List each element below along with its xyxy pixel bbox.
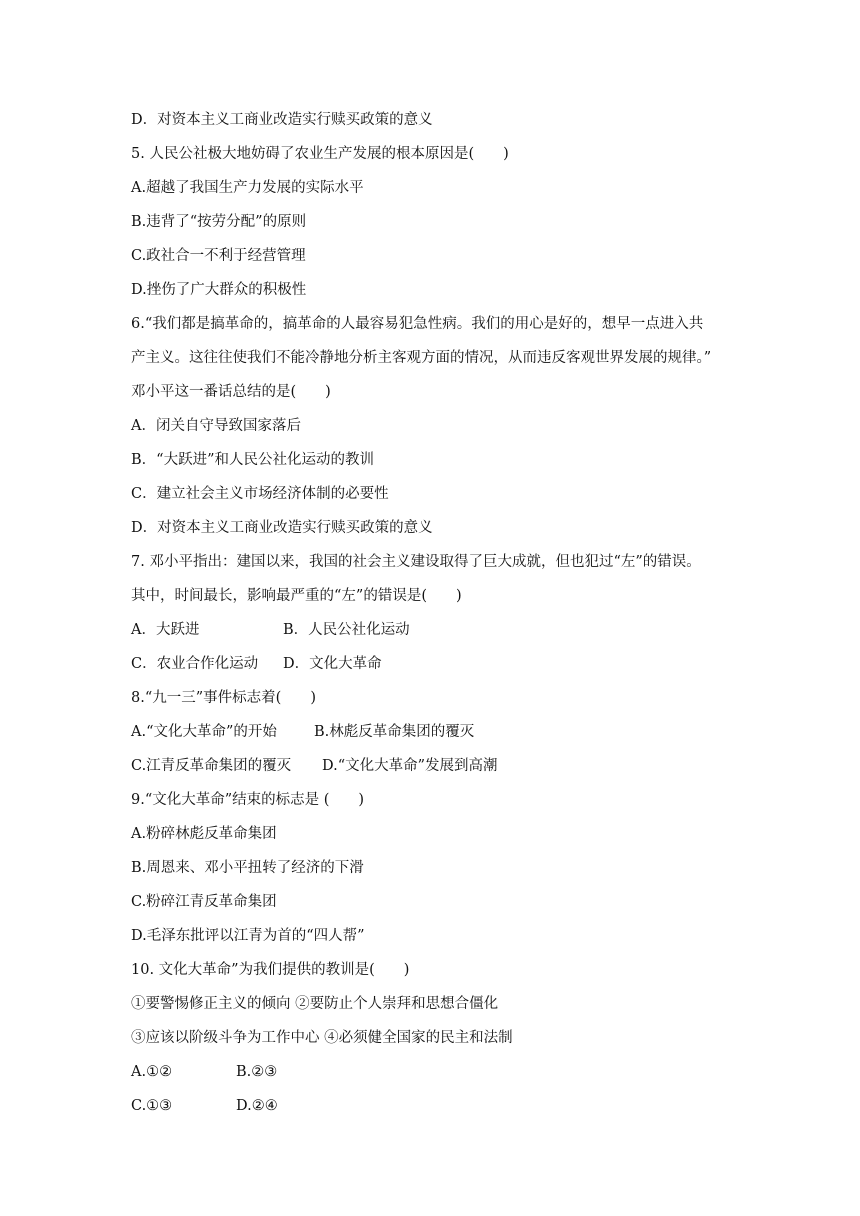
q6-stem-line-2: 产主义。这往往使我们不能冷静地分析主客观方面的情况，从而违反客观世界发展的规律。” [131,350,712,366]
q10-item-1: ①要警惕修正主义的倾向 ②要防止个人崇拜和思想合僵化 [131,996,499,1012]
q6-stem-line-3: 邓小平这一番话总结的是( ) [131,384,331,400]
q7-option-d: D．文化大革命 [283,656,382,672]
q8-option-d: D.“文化大革命”发展到高潮 [322,758,498,774]
q10-item-2: ③应该以阶级斗争为工作中心 ④必须健全国家的民主和法制 [131,1030,513,1046]
q6-option-d: D．对资本主义工商业改造实行赎买政策的意义 [131,520,433,536]
q10-option-b: B.②③ [236,1064,278,1080]
q8-option-b: B.林彪反革命集团的覆灭 [314,724,475,740]
q7-option-c: C．农业合作化运动 [131,656,259,672]
q5-option-c: C.政社合一不利于经营管理 [131,248,306,264]
q5-option-d: D.挫伤了广大群众的积极性 [131,282,307,298]
q10-stem: 10. 文化大革命”为我们提供的教训是( ) [131,962,410,978]
q9-stem: 9.“文化大革命”结束的标志是 ( ) [131,792,365,808]
q8-option-a: A.“文化大革命”的开始 [131,724,277,740]
q10-option-d: D.②④ [236,1098,278,1114]
q7-stem-line-2: 其中，时间最长，影响最严重的“左”的错误是( ) [131,588,462,604]
q8-stem: 8.“九一三”事件标志着( ) [131,690,316,706]
q7-stem-line-1: 7. 邓小平指出：建国以来，我国的社会主义建设取得了巨大成就，但也犯过“左”的错误。 [131,554,701,570]
q5-stem: 5. 人民公社极大地妨碍了农业生产发展的根本原因是( ) [131,146,509,162]
q10-option-a: A.①② [131,1064,173,1080]
q10-option-c: C.①③ [131,1098,173,1114]
q7-option-b: B．人民公社化运动 [283,622,410,638]
q6-option-c: C．建立社会主义市场经济体制的必要性 [131,486,389,502]
q8-option-c: C.江青反革命集团的覆灭 [131,758,292,774]
q9-option-b: B.周恩来、邓小平扭转了经济的下滑 [131,860,364,876]
q5-option-a: A.超越了我国生产力发展的实际水平 [131,180,364,196]
q6-option-a: A．闭关自守导致国家落后 [131,418,301,434]
q6-stem-line-1: 6.“我们都是搞革命的，搞革命的人最容易犯急性病。我们的用心是好的，想早一点进入共 [131,316,704,332]
q9-option-a: A.粉碎林彪反革命集团 [131,826,277,842]
q9-option-c: C.粉碎江青反革命集团 [131,894,277,910]
q6-option-b: B．“大跃进”和人民公社化运动的教训 [131,452,374,468]
q5-option-b: B.违背了“按劳分配”的原则 [131,214,307,230]
q9-option-d: D.毛泽东批评以江青为首的“四人帮” [131,928,365,944]
q7-option-a: A．大跃进 [131,622,200,638]
q4-option-d: D．对资本主义工商业改造实行赎买政策的意义 [131,112,433,128]
